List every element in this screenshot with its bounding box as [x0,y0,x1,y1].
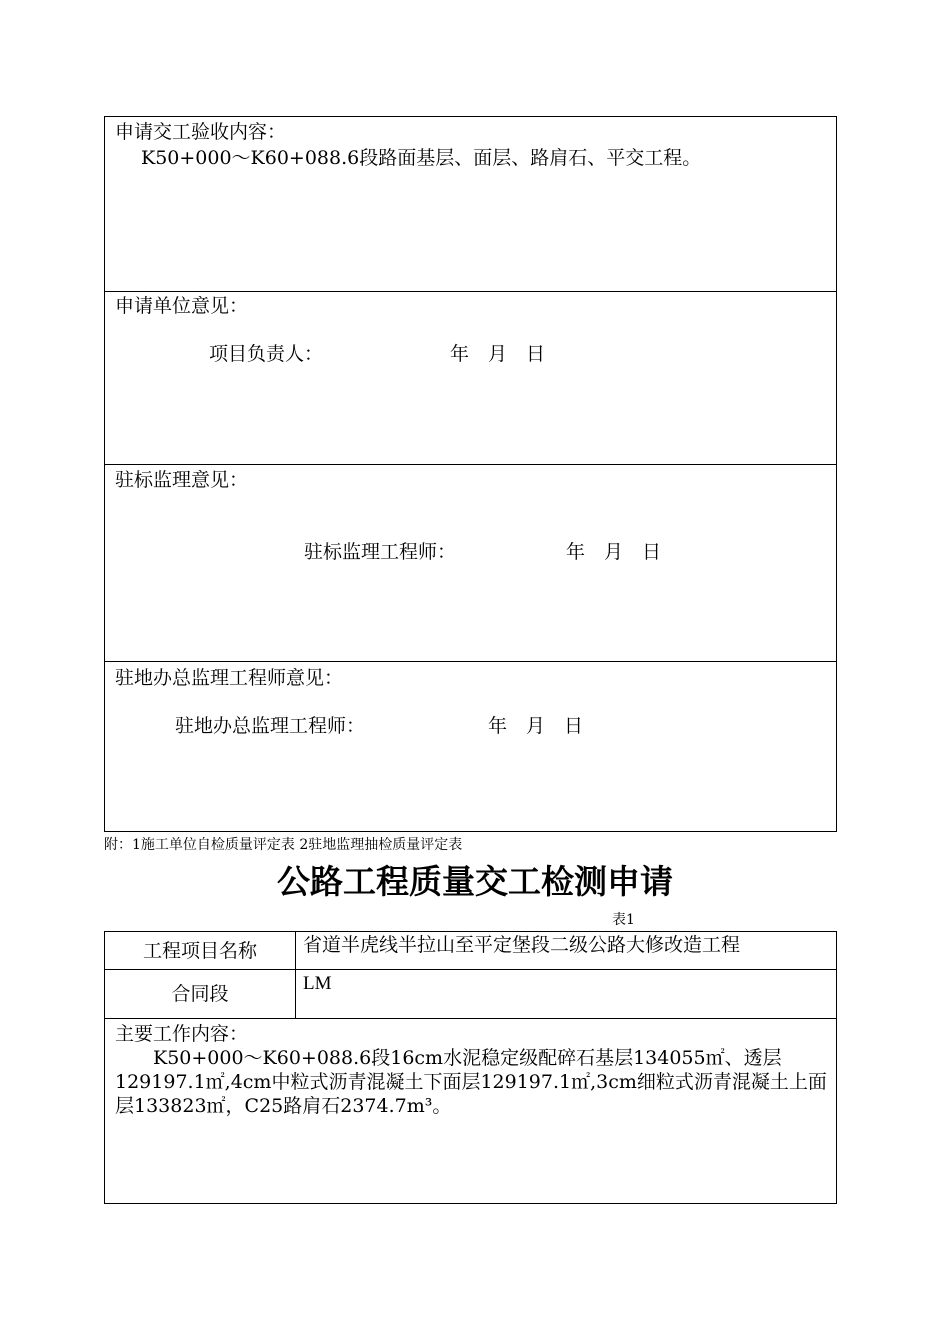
row-contract-label-cell [105,969,296,1019]
section-acceptance-content [104,116,837,292]
row-project-name-label-cell [105,932,296,970]
section-label: 驻地办总监理工程师意见： [115,667,344,689]
row-contract-value-cell [295,969,836,1019]
section-label: 申请交工验收内容： [115,121,287,143]
work-content-text: K50+000～K60+088.6段16cm水泥稳定级配碎石基层134055㎡、透层129197.1㎡,4cm中粒式沥青混凝土下面层129197.1㎡,3cm细粒式沥青混凝土上面层133823㎡，C25路肩石2374.7m³。 [115,1047,827,1117]
section-label: 驻标监理意见： [115,469,249,491]
row-project-name-value-cell [295,932,836,970]
page-title: 公路工程质量交工检测申请 [277,862,673,901]
section-chief-supervisor-opinion [104,661,837,832]
section-applicant-opinion [104,291,837,465]
project-name-label: 工程项目名称 [142,940,257,962]
info-table [104,931,837,1204]
work-content-cell [105,1018,836,1203]
signer-label: 项目负责人： [209,343,324,365]
contract-section-value: LM [303,973,332,994]
signer-label: 驻地办总监理工程师： [175,715,366,737]
project-name-value: 省道半虎线半拉山至平定堡段二级公路大修改造工程 [303,934,741,956]
acceptance-content-text: K50+000～K60+088.6段路面基层、面层、路肩石、平交工程。 [141,147,702,169]
date-field: 年 月 日 [450,343,546,365]
section-resident-supervisor-opinion [104,464,837,662]
section-label: 申请单位意见： [115,295,249,317]
signer-label: 驻标监理工程师： [304,541,457,563]
contract-section-label: 合同段 [171,983,229,1005]
date-field: 年 月 日 [566,541,662,563]
work-content-label: 主要工作内容： [115,1023,249,1045]
attachment-footnote: 附：1施工单位自检质量评定表 2驻地监理抽检质量评定表 [104,837,463,853]
work-content-block [115,1022,829,1118]
date-field: 年 月 日 [488,715,584,737]
table-number: 表1 [612,912,635,928]
